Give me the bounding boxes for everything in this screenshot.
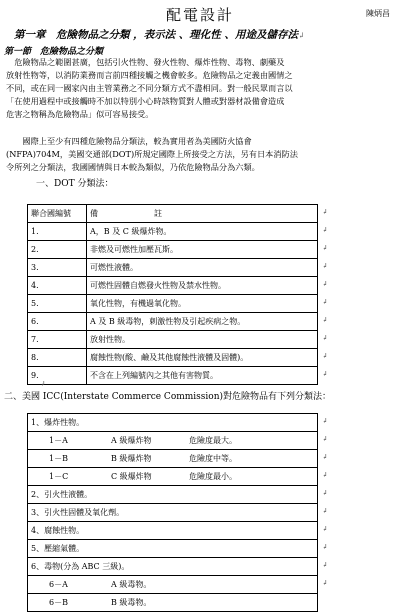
paragraph-line: 不同，或在同一國家內由主管業務之不同分類方式不盡相同。對一般民眾而言以 (6, 83, 293, 93)
desc-cell: 可燃性液體。 (87, 259, 318, 277)
table-row (28, 594, 318, 612)
table-row (28, 540, 318, 558)
cell-end-mark-icon: ↲ (322, 435, 328, 443)
intro-paragraph (6, 56, 396, 121)
header-remark-cell: 備 註 (87, 205, 318, 223)
subcategory-note: 危險度最小。 (189, 472, 237, 481)
code-cell: 5. (28, 295, 87, 313)
cell-end-mark-icon: ↲ (322, 507, 328, 515)
table-row (28, 558, 318, 576)
paragraph-mark-icon: ↲ (40, 380, 46, 388)
cell-end-mark-icon: ↲ (322, 417, 328, 425)
desc-cell: 氧化性物，有機過氧化物。 (87, 295, 318, 313)
subcategory-cell (28, 576, 318, 594)
category-cell: 5、壓縮氣體。 (28, 540, 318, 558)
paragraph-line: 「在使用過程中或接觸時不加以特別小心時該物質對人體或對器材設備會造成 (6, 96, 285, 106)
subcategory-cell (28, 594, 318, 612)
table-row (28, 331, 318, 349)
table-row (28, 367, 318, 385)
icc-heading: 二、美國 ICC(Interstate Commerce Commission)對危險物品有下列分類法： (4, 392, 332, 402)
cell-end-mark-icon: ↲ (322, 244, 328, 252)
author-name: 陳炳昌 (366, 9, 390, 18)
cell-end-mark-icon: ↲ (322, 370, 328, 378)
section-heading: 第一節 危險物品之分類 (4, 47, 104, 57)
table-row (28, 349, 318, 367)
subcategory-cell (28, 450, 318, 468)
desc-cell: A 及 B 級毒物，刺激性物及引起疾病之物。 (87, 313, 318, 331)
subcategory-name: A 級毒物。 (111, 580, 152, 589)
table-row (28, 504, 318, 522)
table-row (28, 241, 318, 259)
desc-cell: 可燃性固體自燃發火性物及禁水性物。 (87, 277, 318, 295)
table-row (28, 522, 318, 540)
desc-cell: 腐蝕性物(酸、鹼及其他腐蝕性液體及固體)。 (87, 349, 318, 367)
paragraph-line: 危害之物稱為危險物品」似可容易接受。 (6, 109, 154, 119)
code-cell: 9. (28, 367, 87, 385)
table-row (28, 450, 318, 468)
desc-cell: 非燃及可燃性加壓瓦斯。 (87, 241, 318, 259)
subcategory-code: 1－A (49, 436, 68, 445)
cell-end-mark-icon: ↲ (322, 489, 328, 497)
cell-end-mark-icon: ↲ (322, 208, 328, 216)
table-row (28, 432, 318, 450)
cell-end-mark-icon: ↲ (322, 561, 328, 569)
table-row (28, 223, 318, 241)
subcategory-code: 1－C (49, 472, 69, 481)
cell-end-mark-icon: ↲ (322, 525, 328, 533)
subcategory-name: A 級爆炸物 (111, 436, 152, 445)
paragraph-line: 國際上至少有四種危險物品分類法，較為實用者為美國防火協會 (6, 136, 252, 146)
document-title: 配電設計 (165, 6, 234, 24)
chapter-title: 第一章 危險物品之分類 ，表示法 、理化性 、用途及儲存法 (14, 29, 298, 41)
table-row (28, 576, 318, 594)
code-cell: 3. (28, 259, 87, 277)
subcategory-cell (28, 468, 318, 486)
paragraph-line: 放射性物等，以消防業務而言前四種接觸之機會較多。危險物品之定義由國情之 (6, 70, 293, 80)
category-cell: 2、引火性液體。 (28, 486, 318, 504)
subcategory-name: B 級爆炸物 (111, 454, 152, 463)
cell-end-mark-icon: ↲ (322, 334, 328, 342)
header-code-cell: 聯合國編號 (28, 205, 87, 223)
table-row (28, 277, 318, 295)
table-row (28, 313, 318, 331)
paragraph-line: 危險物品之範圍甚廣，包括引火性物、發火性物、爆炸性物、毒物、劇藥及 (6, 57, 285, 67)
table-row (28, 468, 318, 486)
code-cell: 1. (28, 223, 87, 241)
subcategory-name: B 級毒物。 (111, 598, 152, 607)
paragraph-line: 令所列之分類法，我國國情與日本較為類似，乃依危險物品分為六類。 (6, 162, 260, 172)
table-row (28, 486, 318, 504)
code-cell: 4. (28, 277, 87, 295)
paragraph-line: (NFPA)704M，美國交通部(DOT)所規定國際上所接受之方法，另有日本消防法 (6, 149, 298, 159)
dot-heading: 一、DOT 分類法： (36, 179, 114, 189)
table-row (28, 295, 318, 313)
category-cell: 1、爆炸性物。 (28, 414, 318, 432)
dot-table (27, 204, 318, 385)
code-cell: 7. (28, 331, 87, 349)
cell-end-mark-icon: ↲ (322, 579, 328, 587)
table-header-row (28, 205, 318, 223)
cell-end-mark-icon: ↲ (322, 316, 328, 324)
cell-end-mark-icon: ↲ (322, 471, 328, 479)
code-cell: 8. (28, 349, 87, 367)
subcategory-note: 危險度最大。 (189, 436, 237, 445)
cell-end-mark-icon: ↲ (322, 352, 328, 360)
subcategory-code: 1－B (49, 454, 68, 463)
category-cell: 4、腐蝕性物。 (28, 522, 318, 540)
desc-cell: 放射性物。 (87, 331, 318, 349)
subcategory-code: 6－B (49, 598, 68, 607)
classification-paragraph (6, 135, 396, 174)
icc-table (27, 413, 318, 612)
cell-end-mark-icon: ↲ (322, 453, 328, 461)
code-cell: 6. (28, 313, 87, 331)
cell-end-mark-icon: ↲ (322, 226, 328, 234)
paragraph-mark-icon: ↲ (297, 31, 305, 40)
desc-cell: 不含在上列編號內之其他有害物質。 (87, 367, 318, 385)
subcategory-cell (28, 432, 318, 450)
category-cell: 3、引火性固體及氧化劑。 (28, 504, 318, 522)
subcategory-name: C 級爆炸物 (111, 472, 152, 481)
cell-end-mark-icon: ↲ (322, 262, 328, 270)
chapter-heading (14, 27, 305, 42)
cell-end-mark-icon: ↲ (322, 543, 328, 551)
desc-cell: A，B 及 C 級爆炸物。 (87, 223, 318, 241)
table-row (28, 414, 318, 432)
table-row (28, 259, 318, 277)
cell-end-mark-icon: ↲ (322, 298, 328, 306)
category-cell: 6、毒物(分為 ABC 三級)。 (28, 558, 318, 576)
subcategory-code: 6－A (49, 580, 68, 589)
subcategory-note: 危險度中等。 (189, 454, 237, 463)
code-cell: 2. (28, 241, 87, 259)
cell-end-mark-icon: ↲ (322, 280, 328, 288)
